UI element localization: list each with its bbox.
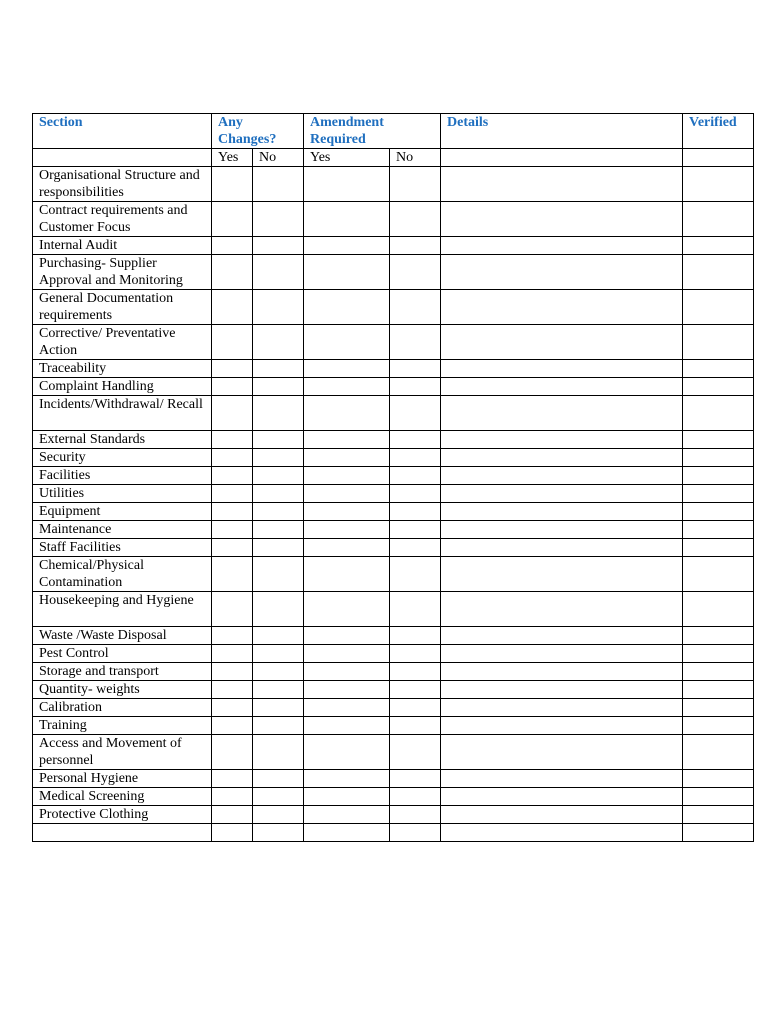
amendment-no-cell[interactable]: [390, 202, 441, 237]
verified-cell[interactable]: [683, 467, 754, 485]
amendment-no-cell[interactable]: [390, 378, 441, 396]
table-row: [33, 325, 754, 360]
amendment-yes-cell[interactable]: [304, 325, 390, 360]
table-row: [33, 627, 754, 645]
verified-cell[interactable]: [683, 431, 754, 449]
amendment-no-cell[interactable]: [390, 290, 441, 325]
any-changes-no-cell[interactable]: [253, 167, 304, 202]
amendment-no-cell[interactable]: [390, 237, 441, 255]
verified-cell[interactable]: [683, 557, 754, 592]
amendment-yes-label: Yes: [304, 149, 390, 167]
table-row: [33, 645, 754, 663]
any-changes-yes-cell[interactable]: [212, 360, 253, 378]
amendment-no-cell[interactable]: [390, 663, 441, 681]
section-name: Contract requirements and Customer Focus: [33, 202, 212, 237]
verified-cell[interactable]: [683, 681, 754, 699]
amendment-no-cell[interactable]: [390, 485, 441, 503]
amendment-no-cell[interactable]: [390, 681, 441, 699]
section-name: Purchasing- Supplier Approval and Monitoring: [33, 255, 212, 290]
verified-cell[interactable]: [683, 290, 754, 325]
any-changes-no-cell[interactable]: [253, 467, 304, 485]
table-row: [33, 449, 754, 467]
any-changes-no-cell[interactable]: [253, 202, 304, 237]
details-cell[interactable]: [441, 735, 683, 770]
any-changes-yes-cell[interactable]: [212, 788, 253, 806]
table-row: [33, 521, 754, 539]
amendment-no-cell[interactable]: [390, 539, 441, 557]
any-changes-yes-cell[interactable]: [212, 467, 253, 485]
verified-cell[interactable]: [683, 325, 754, 360]
amendment-yes-cell[interactable]: [304, 788, 390, 806]
table-row: [33, 360, 754, 378]
amendment-no-cell[interactable]: [390, 503, 441, 521]
any-changes-yes-cell[interactable]: [212, 325, 253, 360]
verified-cell[interactable]: [683, 717, 754, 735]
amendment-no-cell[interactable]: [390, 325, 441, 360]
amendment-yes-cell[interactable]: [304, 735, 390, 770]
amendment-no-cell[interactable]: [390, 521, 441, 539]
any-changes-no-cell[interactable]: [253, 521, 304, 539]
details-cell[interactable]: [441, 592, 683, 627]
amendment-yes-cell[interactable]: [304, 485, 390, 503]
any-changes-yes-cell[interactable]: [212, 167, 253, 202]
details-cell[interactable]: [441, 325, 683, 360]
amendment-required-header: Amendment Required: [304, 114, 441, 149]
amendment-yes-cell[interactable]: [304, 699, 390, 717]
section-name: Training: [33, 717, 212, 735]
table-row: [33, 681, 754, 699]
section-name: Facilities: [33, 467, 212, 485]
any-changes-yes-cell[interactable]: [212, 202, 253, 237]
any-changes-header: Any Changes?: [212, 114, 304, 149]
any-changes-no-cell[interactable]: [253, 325, 304, 360]
amendment-yes-cell[interactable]: [304, 396, 390, 431]
verified-cell[interactable]: [683, 202, 754, 237]
verified-cell[interactable]: [683, 237, 754, 255]
verified-cell[interactable]: [683, 735, 754, 770]
amendment-yes-cell[interactable]: [304, 521, 390, 539]
details-cell[interactable]: [441, 699, 683, 717]
amendment-no-cell[interactable]: [390, 645, 441, 663]
subheader-blank: [33, 149, 212, 167]
verified-cell[interactable]: [683, 255, 754, 290]
any-changes-no-cell[interactable]: [253, 735, 304, 770]
any-changes-no-cell[interactable]: [253, 237, 304, 255]
amendment-yes-cell[interactable]: [304, 645, 390, 663]
details-cell[interactable]: [441, 431, 683, 449]
section-name: Personal Hygiene: [33, 770, 212, 788]
any-changes-no-cell[interactable]: [253, 717, 304, 735]
details-cell[interactable]: [441, 627, 683, 645]
table-row: [33, 592, 754, 627]
amendment-yes-cell[interactable]: [304, 467, 390, 485]
verified-cell[interactable]: [683, 378, 754, 396]
table-row: [33, 717, 754, 735]
section-name-empty[interactable]: [33, 824, 212, 842]
verified-cell[interactable]: [683, 627, 754, 645]
table-row-empty: [33, 824, 754, 842]
any-changes-yes-label: Yes: [212, 149, 253, 167]
verified-cell[interactable]: [683, 539, 754, 557]
amendment-no-cell[interactable]: [390, 449, 441, 467]
details-cell[interactable]: [441, 449, 683, 467]
amendment-yes-cell[interactable]: [304, 167, 390, 202]
details-cell[interactable]: [441, 521, 683, 539]
any-changes-no-cell[interactable]: [253, 503, 304, 521]
details-cell[interactable]: [441, 202, 683, 237]
any-changes-yes-cell[interactable]: [212, 663, 253, 681]
section-name: Incidents/Withdrawal/ Recall: [33, 396, 212, 431]
any-changes-no-cell[interactable]: [253, 645, 304, 663]
amendment-yes-cell[interactable]: [304, 539, 390, 557]
any-changes-no-cell[interactable]: [253, 627, 304, 645]
details-cell[interactable]: [441, 485, 683, 503]
section-name: Protective Clothing: [33, 806, 212, 824]
verified-cell[interactable]: [683, 645, 754, 663]
details-subheader-blank: [441, 149, 683, 167]
any-changes-no-cell[interactable]: [253, 485, 304, 503]
section-name: External Standards: [33, 431, 212, 449]
verified-cell[interactable]: [683, 788, 754, 806]
any-changes-no-cell[interactable]: [253, 396, 304, 431]
any-changes-no-cell[interactable]: [253, 431, 304, 449]
verified-cell[interactable]: [683, 699, 754, 717]
table-row: [33, 237, 754, 255]
amendment-no-cell[interactable]: [390, 770, 441, 788]
details-cell[interactable]: [441, 396, 683, 431]
any-changes-yes-cell[interactable]: [212, 396, 253, 431]
amendment-no-cell[interactable]: [390, 717, 441, 735]
section-name: Housekeeping and Hygiene: [33, 592, 212, 627]
any-changes-yes-cell[interactable]: [212, 824, 253, 842]
verified-subheader-blank: [683, 149, 754, 167]
amendment-no-cell[interactable]: [390, 788, 441, 806]
amendment-no-cell[interactable]: [390, 467, 441, 485]
amendment-no-cell[interactable]: [390, 806, 441, 824]
amendment-yes-cell[interactable]: [304, 237, 390, 255]
any-changes-yes-cell[interactable]: [212, 449, 253, 467]
any-changes-no-cell[interactable]: [253, 788, 304, 806]
any-changes-yes-cell[interactable]: [212, 627, 253, 645]
section-header: Section: [33, 114, 212, 149]
amendment-yes-cell[interactable]: [304, 360, 390, 378]
details-cell[interactable]: [441, 770, 683, 788]
amendment-yes-cell[interactable]: [304, 824, 390, 842]
amendment-yes-cell[interactable]: [304, 663, 390, 681]
table-row: [33, 396, 754, 431]
table-row: [33, 431, 754, 449]
section-name: Maintenance: [33, 521, 212, 539]
amendment-no-cell[interactable]: [390, 255, 441, 290]
amendment-no-cell[interactable]: [390, 699, 441, 717]
verified-cell[interactable]: [683, 824, 754, 842]
details-cell[interactable]: [441, 824, 683, 842]
amendment-yes-cell[interactable]: [304, 717, 390, 735]
review-checklist-table: [32, 113, 754, 842]
any-changes-yes-cell[interactable]: [212, 645, 253, 663]
section-name: Security: [33, 449, 212, 467]
table-row: [33, 378, 754, 396]
section-name: Medical Screening: [33, 788, 212, 806]
table-row: [33, 503, 754, 521]
section-name: Waste /Waste Disposal: [33, 627, 212, 645]
section-name: Access and Movement of personnel: [33, 735, 212, 770]
amendment-yes-cell[interactable]: [304, 449, 390, 467]
table-row: [33, 770, 754, 788]
any-changes-yes-cell[interactable]: [212, 485, 253, 503]
section-name: Storage and transport: [33, 663, 212, 681]
section-name: Chemical/Physical Contamination: [33, 557, 212, 592]
amendment-yes-cell[interactable]: [304, 290, 390, 325]
any-changes-yes-cell[interactable]: [212, 521, 253, 539]
section-name: Pest Control: [33, 645, 212, 663]
any-changes-no-cell[interactable]: [253, 592, 304, 627]
verified-cell[interactable]: [683, 360, 754, 378]
verified-cell[interactable]: [683, 449, 754, 467]
section-name: Utilities: [33, 485, 212, 503]
amendment-yes-cell[interactable]: [304, 431, 390, 449]
any-changes-no-cell[interactable]: [253, 663, 304, 681]
details-cell[interactable]: [441, 290, 683, 325]
table-row: [33, 557, 754, 592]
any-changes-yes-cell[interactable]: [212, 539, 253, 557]
details-cell[interactable]: [441, 539, 683, 557]
any-changes-no-cell[interactable]: [253, 806, 304, 824]
table-row: [33, 255, 754, 290]
any-changes-yes-cell[interactable]: [212, 255, 253, 290]
amendment-no-cell[interactable]: [390, 396, 441, 431]
table-row: [33, 788, 754, 806]
any-changes-no-cell[interactable]: [253, 290, 304, 325]
any-changes-yes-cell[interactable]: [212, 557, 253, 592]
section-name: Calibration: [33, 699, 212, 717]
details-cell[interactable]: [441, 378, 683, 396]
table-row: [33, 485, 754, 503]
amendment-no-cell[interactable]: [390, 735, 441, 770]
details-cell[interactable]: [441, 503, 683, 521]
amendment-yes-cell[interactable]: [304, 255, 390, 290]
section-name: Complaint Handling: [33, 378, 212, 396]
section-name: Quantity- weights: [33, 681, 212, 699]
any-changes-no-cell[interactable]: [253, 699, 304, 717]
any-changes-no-label: No: [253, 149, 304, 167]
section-name: General Documentation requirements: [33, 290, 212, 325]
amendment-no-cell[interactable]: [390, 431, 441, 449]
details-cell[interactable]: [441, 806, 683, 824]
any-changes-yes-cell[interactable]: [212, 431, 253, 449]
table-row: [33, 467, 754, 485]
any-changes-yes-cell[interactable]: [212, 699, 253, 717]
verified-cell[interactable]: [683, 503, 754, 521]
any-changes-yes-cell[interactable]: [212, 681, 253, 699]
table-row: [33, 735, 754, 770]
verified-cell[interactable]: [683, 592, 754, 627]
any-changes-no-cell[interactable]: [253, 255, 304, 290]
table-row: [33, 663, 754, 681]
amendment-yes-cell[interactable]: [304, 627, 390, 645]
any-changes-yes-cell[interactable]: [212, 806, 253, 824]
verified-cell[interactable]: [683, 806, 754, 824]
amendment-no-cell[interactable]: [390, 824, 441, 842]
table-row: [33, 539, 754, 557]
any-changes-no-cell[interactable]: [253, 360, 304, 378]
amendment-yes-cell[interactable]: [304, 592, 390, 627]
details-cell[interactable]: [441, 360, 683, 378]
details-cell[interactable]: [441, 788, 683, 806]
amendment-no-cell[interactable]: [390, 167, 441, 202]
amendment-yes-cell[interactable]: [304, 557, 390, 592]
details-cell[interactable]: [441, 681, 683, 699]
section-name: Equipment: [33, 503, 212, 521]
section-name: Corrective/ Preventative Action: [33, 325, 212, 360]
any-changes-yes-cell[interactable]: [212, 378, 253, 396]
details-cell[interactable]: [441, 467, 683, 485]
amendment-no-cell[interactable]: [390, 592, 441, 627]
details-cell[interactable]: [441, 557, 683, 592]
section-name: Organisational Structure and responsibilities: [33, 167, 212, 202]
any-changes-no-cell[interactable]: [253, 539, 304, 557]
details-cell[interactable]: [441, 663, 683, 681]
any-changes-yes-cell[interactable]: [212, 592, 253, 627]
section-name: Staff Facilities: [33, 539, 212, 557]
any-changes-no-cell[interactable]: [253, 557, 304, 592]
amendment-yes-cell[interactable]: [304, 378, 390, 396]
any-changes-no-cell[interactable]: [253, 770, 304, 788]
amendment-no-cell[interactable]: [390, 360, 441, 378]
any-changes-yes-cell[interactable]: [212, 735, 253, 770]
any-changes-no-cell[interactable]: [253, 681, 304, 699]
table-row: [33, 290, 754, 325]
subheader-row: [33, 149, 754, 167]
details-cell[interactable]: [441, 645, 683, 663]
table-row: [33, 202, 754, 237]
amendment-yes-cell[interactable]: [304, 503, 390, 521]
any-changes-no-cell[interactable]: [253, 449, 304, 467]
section-name: Traceability: [33, 360, 212, 378]
verified-cell[interactable]: [683, 167, 754, 202]
verified-cell[interactable]: [683, 396, 754, 431]
verified-cell[interactable]: [683, 485, 754, 503]
table-row: [33, 806, 754, 824]
verified-cell[interactable]: [683, 663, 754, 681]
details-header: Details: [441, 114, 683, 149]
details-cell[interactable]: [441, 167, 683, 202]
any-changes-yes-cell[interactable]: [212, 717, 253, 735]
any-changes-yes-cell[interactable]: [212, 503, 253, 521]
details-cell[interactable]: [441, 237, 683, 255]
any-changes-no-cell[interactable]: [253, 824, 304, 842]
verified-header: Verified: [683, 114, 754, 149]
table-row: [33, 699, 754, 717]
amendment-no-cell[interactable]: [390, 557, 441, 592]
any-changes-yes-cell[interactable]: [212, 290, 253, 325]
header-row: [33, 114, 754, 149]
section-name: Internal Audit: [33, 237, 212, 255]
verified-cell[interactable]: [683, 770, 754, 788]
amendment-no-cell[interactable]: [390, 627, 441, 645]
any-changes-yes-cell[interactable]: [212, 770, 253, 788]
amendment-yes-cell[interactable]: [304, 202, 390, 237]
amendment-yes-cell[interactable]: [304, 770, 390, 788]
any-changes-yes-cell[interactable]: [212, 237, 253, 255]
table-row: [33, 167, 754, 202]
details-cell[interactable]: [441, 717, 683, 735]
amendment-yes-cell[interactable]: [304, 806, 390, 824]
amendment-no-label: No: [390, 149, 441, 167]
amendment-yes-cell[interactable]: [304, 681, 390, 699]
any-changes-no-cell[interactable]: [253, 378, 304, 396]
verified-cell[interactable]: [683, 521, 754, 539]
details-cell[interactable]: [441, 255, 683, 290]
